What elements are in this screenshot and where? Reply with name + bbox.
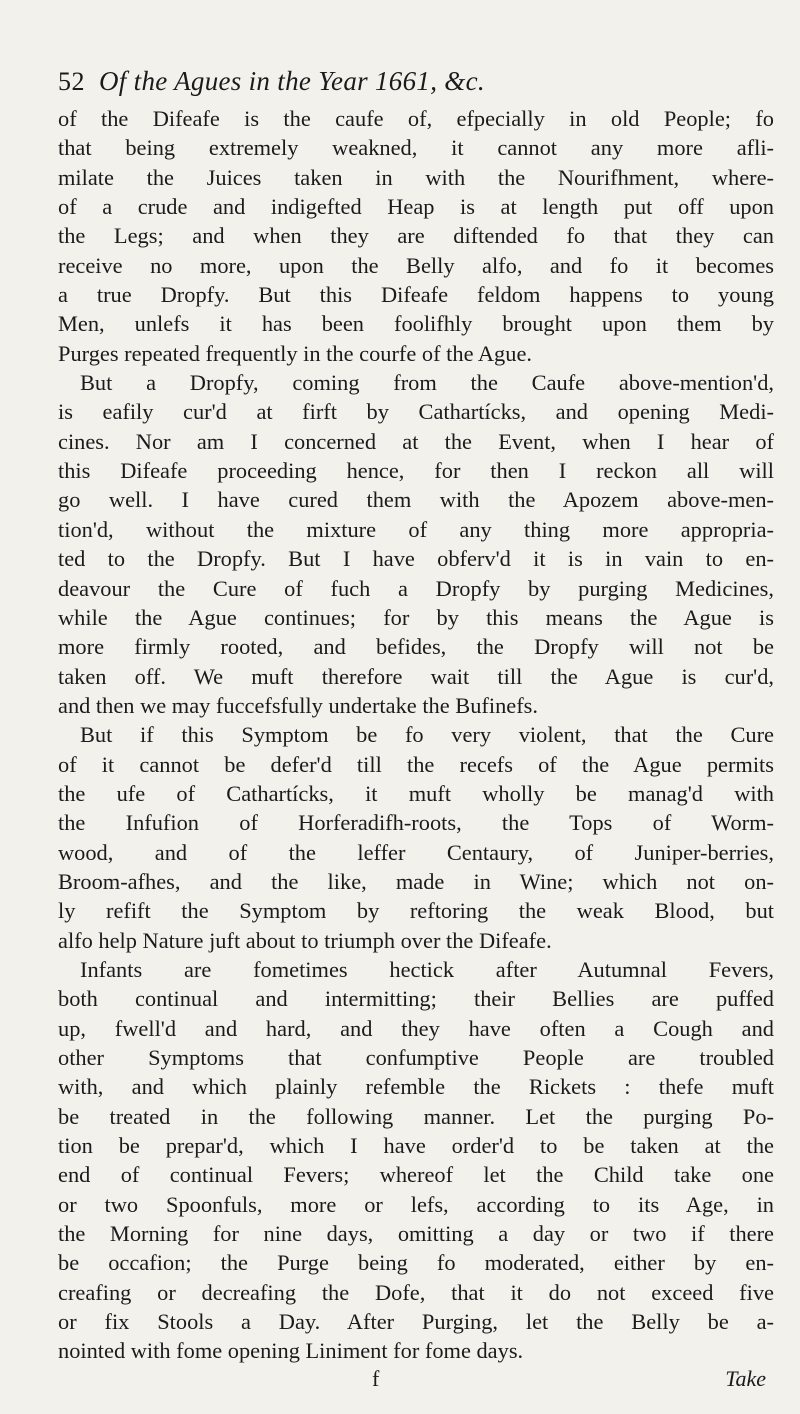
text-line: ly refift the Symptom by reftoring the weak Blood, but — [58, 898, 774, 924]
text-line: creafing or decreafing the Dofe, that it do not exceed five — [58, 1279, 774, 1305]
text-line: a true Dropfy. But this Difeafe feldom happens to young — [58, 282, 774, 308]
text-line: Broom-afhes, and the like, made in Wine; which not on- — [58, 868, 774, 894]
page-number: 52 — [58, 67, 85, 96]
text-line: go well. I have cured them with the Apozem above-men- — [58, 487, 774, 513]
text-line: that being extremely weakned, it cannot any more afli- — [58, 135, 774, 161]
text-line: be occafion; the Purge being fo moderated, either by en- — [58, 1250, 774, 1276]
text-line: be treated in the following manner. Let the purging Po- — [58, 1103, 774, 1129]
running-title: Of the Agues in the Year 1661, &c. — [99, 66, 485, 96]
text-line: wood, and of the leffer Centaury, of Juniper-berries, — [58, 839, 774, 865]
text-line: the Morning for nine days, omitting a day or two if there — [58, 1221, 774, 1247]
text-line: Infants are fometimes hectick after Autumnal Fevers, — [80, 956, 774, 982]
text-line: of it cannot be defer'd till the recefs of the Ague permits — [58, 751, 774, 777]
text-line: tion'd, without the mixture of any thing more appropria- — [58, 516, 774, 542]
body-text — [58, 104, 774, 1366]
text-line: up, fwell'd and hard, and they have often a Cough and — [58, 1015, 774, 1041]
text-line: more firmly rooted, and befides, the Dropfy will not be — [58, 634, 774, 660]
text-line: both continual and intermitting; their Bellies are puffed — [58, 986, 774, 1012]
text-line: alfo help Nature juft about to triumph over the Difeafe. — [58, 927, 552, 953]
text-line: other Symptoms that confumptive People are troubled — [58, 1045, 774, 1070]
text-line: But a Dropfy, coming from the Caufe above-mention'd, — [80, 370, 774, 396]
text-line: nointed with fome opening Liniment for fome days. — [58, 1338, 524, 1364]
text-line: of a crude and indigefted Heap is at length put off upon — [58, 194, 774, 220]
text-line: or two Spoonfuls, more or lefs, according to its Age, in — [58, 1191, 774, 1217]
catchword: Take — [725, 1365, 766, 1391]
text-line: receive no more, upon the Belly alfo, and fo it becomes — [58, 252, 774, 278]
text-line: or fix Stools a Day. After Purging, let the Belly be a- — [58, 1309, 774, 1335]
text-line: the ufe of Cathartícks, it muft wholly be manag'd with — [58, 780, 774, 806]
text-line: But if this Symptom be fo very violent, that the Cure — [80, 722, 774, 748]
text-line: Purges repeated frequently in the courfe of the Ague. — [58, 340, 532, 366]
text-line: tion be prepar'd, which I have order'd to be taken at the — [58, 1133, 774, 1159]
text-line: the Legs; and when they are diftended fo that they can — [58, 223, 774, 249]
text-line: and then we may fuccefsfully undertake the Bufinefs. — [58, 692, 538, 718]
text-line: this Difeafe proceeding hence, for then I reckon all will — [58, 458, 774, 484]
text-line: while the Ague continues; for by this means the Ague is — [58, 604, 774, 630]
text-line: of the Difeafe is the caufe of, efpecially in old People; fo — [58, 106, 774, 131]
text-line: cines. Nor am I concerned at the Event, when I hear of — [58, 428, 774, 454]
text-line: end of continual Fevers; whereof let the Child take one — [58, 1162, 774, 1188]
running-head — [58, 66, 774, 102]
text-line: milate the Juices taken in with the Nourifhment, where- — [58, 164, 774, 190]
signature-mark: f — [372, 1365, 380, 1391]
text-line: taken off. We muft therefore wait till the Ague is cur'd, — [58, 663, 774, 689]
page-footer — [58, 1366, 774, 1396]
text-line: is eafily cur'd at firft by Cathartícks, and opening Medi- — [58, 399, 774, 425]
text-line: ted to the Dropfy. But I have obferv'd it is in vain to en- — [58, 546, 774, 572]
text-line: with, and which plainly refemble the Rickets : thefe muft — [58, 1074, 774, 1100]
text-line: deavour the Cure of fuch a Dropfy by purging Medicines, — [58, 575, 774, 601]
text-line: Men, unlefs it has been foolifhly brought upon them by — [58, 311, 774, 337]
text-line: the Infufion of Horferadifh-roots, the Tops of Worm- — [58, 810, 774, 836]
